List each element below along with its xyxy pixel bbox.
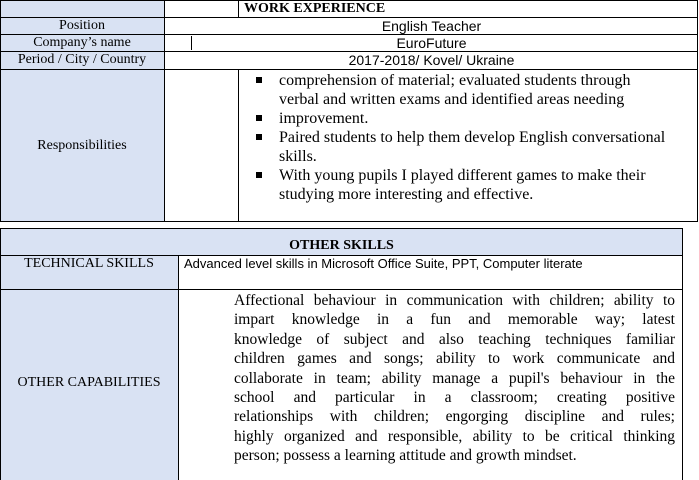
bullet-icon xyxy=(256,172,262,178)
list-item: improvement. xyxy=(239,109,691,128)
technical-skills-label: TECHNICAL SKILLS xyxy=(24,255,154,271)
capabilities-line: relationships with children; engorging discipline and rules; xyxy=(234,408,675,426)
position-label: Position xyxy=(59,17,105,33)
capabilities-line: impart knowledge in a fun and memorable way; latest xyxy=(234,311,675,329)
list-item: verbal and written exams and identified areas needing xyxy=(279,91,625,108)
technical-skills-value: Advanced level skills in Microsoft Office Suite, PPT, Computer literate xyxy=(184,256,583,271)
list-item: comprehension of material; evaluated students through xyxy=(239,71,691,90)
bullet-icon xyxy=(256,134,262,140)
capabilities-line: knowledge of subject and also teaching techniques familiar xyxy=(234,330,675,348)
capabilities-line: children games and songs; ability to work communicate and xyxy=(234,350,675,368)
company-label: Company’s name xyxy=(33,34,131,50)
company-value: EuroFuture xyxy=(396,34,467,51)
position-value: English Teacher xyxy=(381,17,482,34)
capabilities-line: highly organized and responsible, ability to be critical thinking xyxy=(234,427,675,445)
capabilities-line: Affectional behaviour in communication with children; ability to xyxy=(234,292,675,309)
responsibilities-label: Responsibilities xyxy=(37,137,127,153)
list-item: studying more interesting and effective. xyxy=(279,186,534,203)
period-label: Period / City / Country xyxy=(17,52,147,67)
responsibilities-list xyxy=(239,71,691,204)
capabilities-line: person; possess a learning attitude and growth mindset. xyxy=(234,447,577,465)
bullet-icon xyxy=(256,77,262,83)
bullet-icon xyxy=(256,115,262,121)
capabilities-line: collaborate in team; ability manage a pupil's behaviour in the xyxy=(234,369,675,387)
divider xyxy=(178,255,179,480)
list-item: With young pupils I played different games to make their xyxy=(239,166,691,185)
other-skills-heading: OTHER SKILLS xyxy=(289,237,394,253)
list-item: Paired students to help them develop English conversational xyxy=(239,128,691,147)
divider xyxy=(238,0,239,17)
other-capabilities-text xyxy=(234,291,675,466)
other-capabilities-label: OTHER CAPABILITIES xyxy=(17,375,161,390)
period-value: 2017-2018/ Kovel/ Ukraine xyxy=(348,52,515,68)
capabilities-line: school and particular in a classroom; creating positive xyxy=(234,389,675,407)
list-item: skills. xyxy=(279,148,317,165)
work-experience-heading: WORK EXPERIENCE xyxy=(244,1,386,16)
